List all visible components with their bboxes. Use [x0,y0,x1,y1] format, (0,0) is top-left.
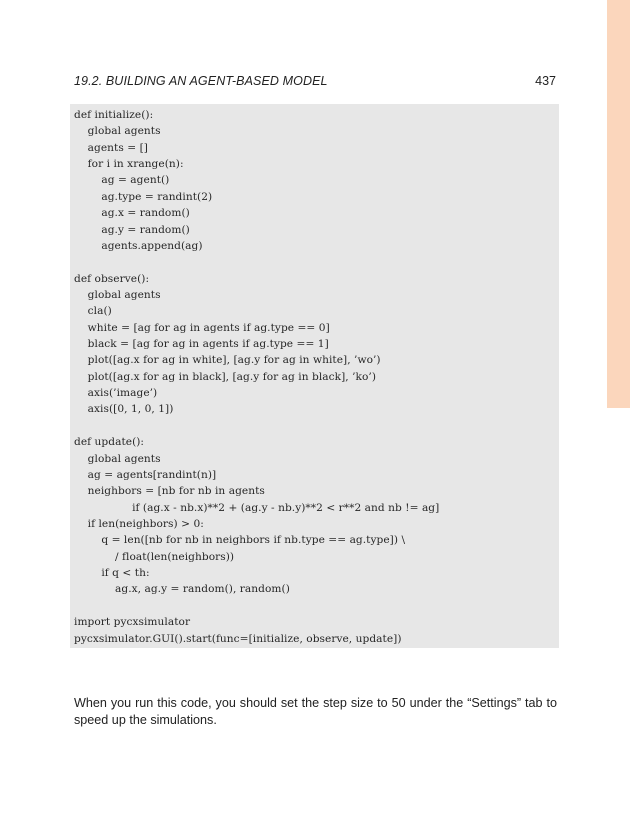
code-line: if (ag.x - nb.x)**2 + (ag.y - nb.y)**2 < r**2 and nb != ag] [74,501,440,514]
code-line: axis([0, 1, 0, 1]) [74,403,174,416]
code-line: if len(neighbors) > 0: [74,517,204,530]
code-line-blank [74,418,559,434]
code-line: / float(len(neighbors)) [74,550,235,563]
code-line: agents.append(ag) [74,239,203,252]
chapter-edge-tab [607,0,630,408]
code-line: ag = agents[randint(n)] [74,468,217,481]
code-line: neighbors = [nb for nb in agents [74,485,265,498]
code-line: global agents [74,125,161,138]
code-line: ag.x, ag.y = random(), random() [74,583,290,596]
code-line: plot([ag.x for ag in black], [ag.y for ag in black], ’ko’) [74,370,377,383]
code-line: def observe(): [74,272,150,285]
code-line: global agents [74,452,161,465]
code-line: import pycxsimulator [74,616,191,629]
code-line: ag.x = random() [74,207,190,220]
code-line: ag.type = randint(2) [74,190,213,203]
running-header [74,74,556,92]
code-line: axis(’image’) [74,387,158,400]
code-line: if q < th: [74,567,150,580]
code-line: def initialize(): [74,109,154,121]
code-line: def update(): [74,436,145,449]
code-line-blank [74,598,559,614]
code-line: global agents [74,288,161,301]
code-line: black = [ag for ag in agents if ag.type == 1] [74,338,329,351]
code-line: for i in xrange(n): [74,158,184,171]
page-number: 437 [535,74,556,88]
code-line: ag = agent() [74,174,170,187]
code-line: plot([ag.x for ag in white], [ag.y for ag in white], ’wo’) [74,354,381,367]
code-line: white = [ag for ag in agents if ag.type == 0] [74,321,330,334]
code-line: ag.y = random() [74,223,190,236]
code-listing [70,104,559,648]
code-line: pycxsimulator.GUI().start(func=[initialize, observe, update]) [74,632,402,645]
code-line: agents = [] [74,141,148,154]
body-paragraph: When you run this code, you should set the step size to 50 under the “Settings” tab to speed up the simulations. [74,695,557,727]
code-line: q = len([nb for nb in neighbors if nb.type == ag.type]) \ [74,534,406,547]
code-line-blank [74,254,559,270]
section-title: 19.2. BUILDING AN AGENT-BASED MODEL [74,74,328,88]
code-line: cla() [74,305,112,318]
